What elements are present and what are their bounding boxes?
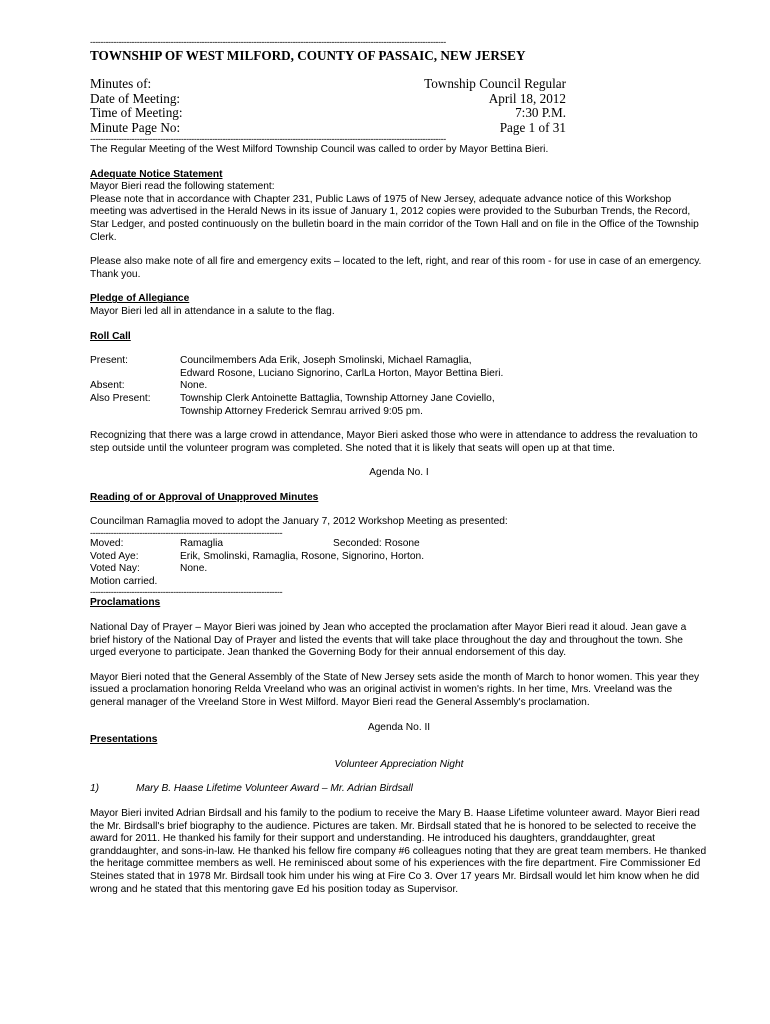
recognizing-text: Recognizing that there was a large crowd in attendance, Mayor Bieri asked those who were in attendance to address the revaluation to step outside until the volunteer program was completed. She noted that it is likely that seats will open up at that time. bbox=[90, 430, 698, 454]
meta-page bbox=[90, 121, 708, 136]
meta-label: Minute Page No: bbox=[90, 119, 181, 135]
meta-label: Minutes of: bbox=[90, 76, 152, 91]
roll-absent bbox=[90, 380, 708, 393]
moved-by: Ramaglia bbox=[180, 538, 224, 550]
motion-rule: -------------------------------------------------------------------------- bbox=[90, 529, 283, 539]
adequate-notice-heading: Adequate Notice Statement bbox=[90, 168, 223, 180]
minutes-page bbox=[90, 38, 708, 896]
roll-present bbox=[90, 355, 708, 368]
presentations-subtitle: Volunteer Appreciation Night bbox=[334, 758, 464, 770]
proclamation-women: Mayor Bieri noted that the General Assembly of the State of New Jersey sets aside the month of March to honor women. This year they issued a proclamation honoring Relda Vreeland who was an original activist in women's rights. In her time, Mrs. Vreeland was the general manager of the Vreeland Store in West Milford. Mayor Bieri read the General Assembly's proclamation. bbox=[90, 671, 700, 708]
present-label: Present: bbox=[90, 355, 128, 367]
emergency-exits-note: Please also make note of all fire and emergency exits – located to the left, right, and rear of this room - for use in case of an emergency. Thank you. bbox=[90, 256, 702, 280]
nay-label: Voted Nay: bbox=[90, 563, 140, 575]
adequate-notice-line: Mayor Bieri read the following statement: bbox=[90, 181, 275, 193]
minutes-heading: Reading of or Approval of Unapproved Minutes bbox=[90, 491, 319, 503]
adequate-notice-statement: Please note that in accordance with Chapter 231, Public Laws of 1975 of New Jersey, adequate advance notice of this Workshop meeting was advertised in the Herald News in its issue of January 1, 2012 copies were provided to the Suburban Trends, the Record, Star Ledger, and posted continuously on the bulletin board in the main corridor of the Town Hall and on file in the Office of the Township Clerk. bbox=[90, 193, 699, 243]
motion-moved bbox=[90, 538, 708, 551]
birdsall-award-text: Mayor Bieri invited Adrian Birdsall and his family to the podium to receive the Mary B. Haase Lifetime volunteer award. Mayor Bieri read the Mr. Birdsall's brief biography to the audience. Pictures are taken. Mr. Birdsall stated that he is honored to be selected to receive the award for 2011. He thanked his family for their support and understanding. He introduced his daughters, granddaughter, great granddaughter, and sons-in-law. He thanked his fellow fire company #6 colleagues noting that they are great team members. He thanked the heritage committee members as well. He reminisced about some of his experiences with the fire department. Fire Commissioner Ed Steines stated that in 1978 Mr. Birdsall took him under his wing at Fire Co 3. Over 17 years Mr. Birdsall would let him know when he did wrong and he stated that this mentoring gave Ed his position today as Supervisor. bbox=[90, 807, 707, 895]
minutes-motion: Councilman Ramaglia moved to adopt the January 7, 2012 Workshop Meeting as presented: bbox=[90, 516, 508, 528]
meta-value: April 18, 2012 bbox=[488, 90, 566, 106]
motion-carried: Motion carried. bbox=[90, 575, 158, 587]
document-title: TOWNSHIP OF WEST MILFORD, COUNTY OF PASSAIC, NEW JERSEY bbox=[90, 48, 526, 63]
roll-also-present bbox=[90, 393, 708, 406]
meta-time bbox=[90, 106, 708, 121]
pledge-text: Mayor Bieri led all in attendance in a salute to the flag. bbox=[90, 305, 335, 317]
present-list-1: Councilmembers Ada Erik, Joseph Smolinski, Michael Ramaglia, bbox=[180, 355, 472, 367]
agenda-one: Agenda No. I bbox=[369, 467, 429, 479]
meta-minutes-of bbox=[90, 77, 708, 92]
roll-call-heading: Roll Call bbox=[90, 330, 131, 342]
absent-label: Absent: bbox=[90, 380, 125, 392]
also-present-list-2: Township Attorney Frederick Semrau arrived 9:05 pm. bbox=[180, 405, 423, 417]
roll-also-present-cont bbox=[90, 406, 708, 419]
presentation-item bbox=[90, 783, 708, 796]
moved-label: Moved: bbox=[90, 538, 124, 550]
motion-aye bbox=[90, 551, 708, 564]
meta-value: Page 1 of 31 bbox=[499, 119, 566, 135]
meeting-meta bbox=[90, 77, 708, 135]
proclamation-prayer: National Day of Prayer – Mayor Bieri was joined by Jean who accepted the proclamation after Mayor Bieri read it aloud. Jean gave a brief history of the National Day of Prayer and listed the events that will take place throughout the day and throughout the town. She urged everyone to participate. Jean thanked the Governing Body for their annual endorsement of this day. bbox=[90, 622, 687, 659]
nay-list: None. bbox=[180, 563, 208, 575]
proclamations-heading: Proclamations bbox=[90, 597, 161, 609]
meta-label: Time of Meeting: bbox=[90, 105, 183, 120]
minutes-body bbox=[90, 144, 708, 896]
motion-nay bbox=[90, 563, 708, 576]
item-number: 1) bbox=[90, 783, 100, 795]
also-present-list-1: Township Clerk Antoinette Battaglia, Township Attorney Jane Coviello, bbox=[180, 392, 495, 404]
intro-text: The Regular Meeting of the West Milford Township Council was called to order by Mayor Bettina Bieri. bbox=[90, 144, 549, 155]
presentations-heading: Presentations bbox=[90, 734, 158, 746]
header-rule-top: ----------------------------------------------------------------------------------------------------------------------------------------- bbox=[90, 38, 446, 47]
meta-value: Township Council Regular bbox=[424, 76, 566, 91]
agenda-two: Agenda No. II bbox=[367, 721, 431, 733]
also-present-label: Also Present: bbox=[90, 392, 151, 404]
aye-label: Voted Aye: bbox=[90, 550, 139, 562]
meta-label: Date of Meeting: bbox=[90, 90, 181, 106]
aye-list: Erik, Smolinski, Ramaglia, Rosone, Signorino, Horton. bbox=[180, 550, 425, 562]
seconded-by: Seconded: Rosone bbox=[333, 538, 420, 550]
motion-rule-end: -------------------------------------------------------------------------- bbox=[90, 588, 283, 598]
header-rule-mid: ----------------------------------------------------------------------------------------------------------------------------------------- bbox=[90, 135, 446, 144]
roll-present-cont bbox=[90, 368, 708, 381]
item-title: Mary B. Haase Lifetime Volunteer Award – Mr. Adrian Birdsall bbox=[136, 783, 413, 795]
present-list-2: Edward Rosone, Luciano Signorino, CarlLa Horton, Mayor Bettina Bieri. bbox=[180, 367, 504, 379]
meta-date bbox=[90, 92, 708, 107]
pledge-heading: Pledge of Allegiance bbox=[90, 293, 190, 305]
absent-list: None. bbox=[180, 380, 208, 392]
meta-value: 7:30 P.M. bbox=[515, 105, 566, 120]
